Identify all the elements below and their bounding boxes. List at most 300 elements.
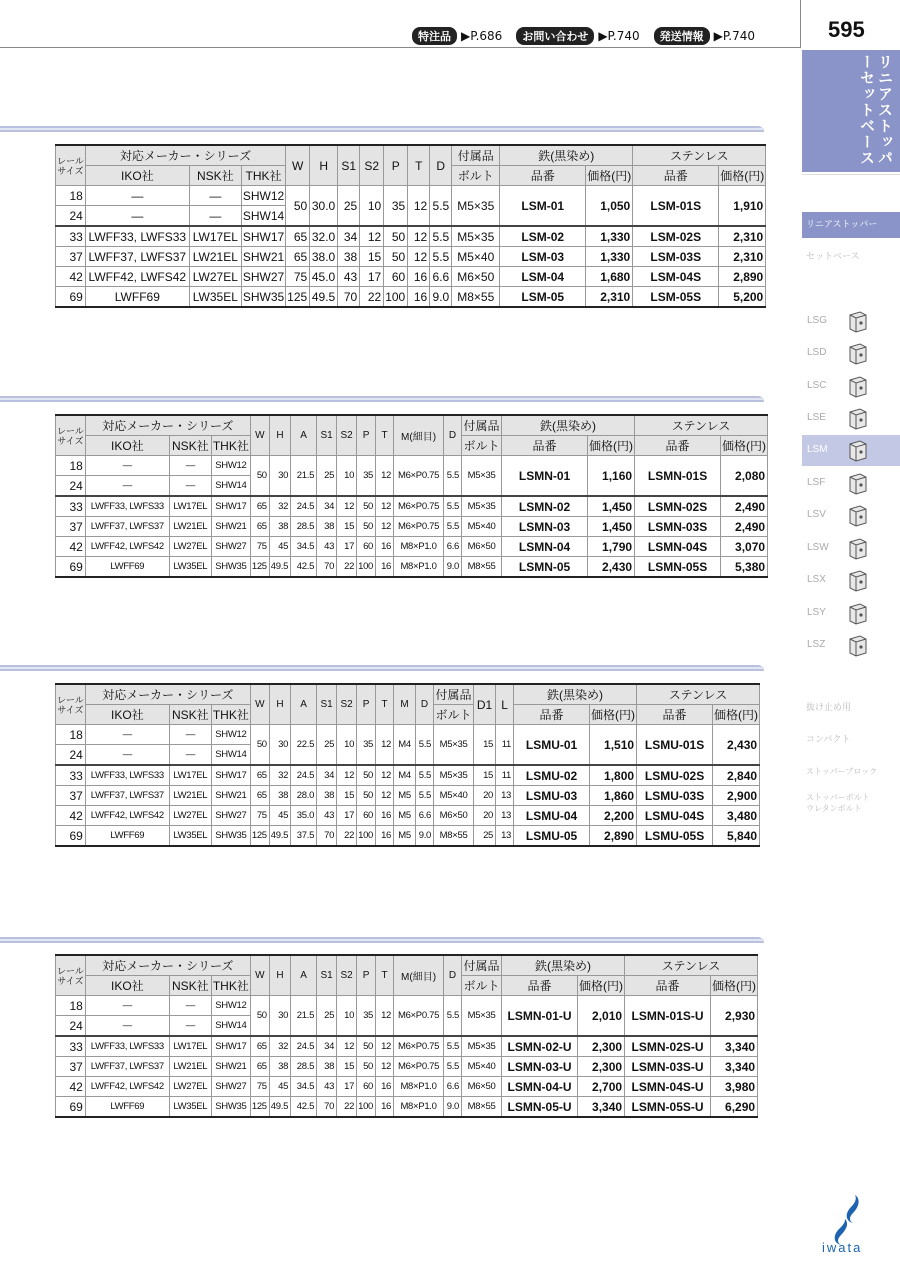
thk-cell: SHW17	[211, 1036, 250, 1057]
rail-label: レール	[57, 155, 84, 166]
section-bar-3	[0, 665, 776, 673]
section-bar-1	[0, 126, 776, 134]
stopper-part-icon	[846, 503, 868, 527]
rail-size-cell: 42	[56, 806, 86, 826]
dimension-cell: 32.0	[310, 226, 338, 247]
custom-order-page: ▶P.686	[461, 29, 503, 43]
nsk-cell: LW17EL	[189, 226, 241, 247]
price-header: 価格(円)	[588, 436, 635, 456]
thk-cell: SHW27	[211, 1077, 250, 1097]
accessory-header: 付属品	[462, 415, 502, 436]
page-number: 595	[828, 17, 865, 42]
sidebar-item-linear-stopper[interactable]: リニアストッパー	[802, 212, 900, 238]
iron-header: 鉄(黒染め)	[500, 145, 633, 166]
price-cell: 1,450	[588, 517, 635, 537]
price-cell: 1,910	[719, 186, 766, 227]
table-row	[56, 186, 766, 206]
thk-cell: SHW21	[211, 1057, 250, 1077]
dimension-cell: 125	[250, 557, 269, 578]
part-number-cell: LSMU-02	[514, 765, 590, 786]
dimension-cell: 5.5	[430, 247, 452, 267]
dimension-cell: 50	[357, 765, 376, 786]
part-number-cell: LSMN-04S-U	[625, 1077, 711, 1097]
price-cell: 3,980	[711, 1077, 758, 1097]
dimension-cell: 13	[496, 786, 514, 806]
price-cell: 2,430	[713, 725, 760, 766]
nsk-cell: LW35EL	[169, 557, 211, 578]
dimension-cell: 65	[250, 517, 269, 537]
thk-cell: SHW14	[211, 476, 250, 497]
dim-header: S1	[317, 955, 337, 996]
bolt-cell: M5×35	[462, 496, 502, 517]
price-cell: 1,790	[588, 537, 635, 557]
table-header-row	[56, 415, 768, 436]
nsk-cell: LW27EL	[189, 267, 241, 287]
table-row	[56, 537, 768, 557]
sidebar-item-compact[interactable]: コンパクト	[806, 735, 851, 745]
dimension-cell: 70	[338, 287, 360, 308]
part-number-cell: LSM-03S	[633, 247, 719, 267]
thk-header: THK社	[211, 436, 250, 456]
table-row	[56, 267, 766, 287]
dimension-cell: M6×P0.75	[394, 456, 444, 497]
iko-cell: —	[85, 1016, 169, 1037]
dimension-cell: 65	[250, 1057, 269, 1077]
dim-header: M	[394, 684, 416, 725]
maker-series-header: 対応メーカー・シリーズ	[85, 415, 250, 436]
dimension-cell: 5.5	[416, 725, 434, 766]
dimension-cell: 49.5	[269, 557, 290, 578]
dim-header: W	[250, 415, 269, 456]
sidebar-code-lsd[interactable]	[802, 338, 900, 369]
dim-header: D	[416, 684, 434, 725]
iko-cell: LWFF33, LWFS33	[85, 765, 169, 786]
table-row	[56, 287, 766, 308]
sidebar-code-lsv[interactable]	[802, 500, 900, 531]
link-shipping[interactable]	[654, 27, 755, 45]
size-label: サイズ	[57, 704, 84, 715]
stopper-part-icon	[846, 341, 868, 365]
dimension-cell: 5.5	[444, 496, 462, 517]
part-number-header: 品番	[500, 166, 586, 186]
part-number-cell: LSMN-03S	[635, 517, 721, 537]
stopper-part-icon	[846, 568, 868, 592]
part-number-cell: LSM-04S	[633, 267, 719, 287]
dimension-cell: 65	[250, 786, 269, 806]
part-number-cell: LSM-05S	[633, 287, 719, 308]
dimension-cell: 125	[250, 1097, 269, 1118]
part-number-cell: LSMN-02	[502, 496, 588, 517]
price-cell: 2,300	[578, 1057, 625, 1077]
dimension-cell: 24.5	[291, 765, 317, 786]
maker-series-header: 対応メーカー・シリーズ	[85, 145, 285, 166]
iko-cell: LWFF69	[85, 557, 169, 578]
rail-label: レール	[57, 425, 84, 436]
dimension-cell: 30	[269, 456, 290, 497]
price-header: 価格(円)	[721, 436, 768, 456]
thk-cell: SHW21	[211, 517, 250, 537]
part-number-cell: LSMU-03S	[637, 786, 713, 806]
sidebar-code-lsc[interactable]	[802, 371, 900, 402]
part-number-cell: LSM-02S	[633, 226, 719, 247]
stainless-header: ステンレス	[625, 955, 758, 976]
size-label: サイズ	[57, 165, 84, 176]
part-number-cell: LSMU-01S	[637, 725, 713, 766]
l-header: L	[496, 684, 514, 725]
sidebar-code-lsf[interactable]	[802, 468, 900, 499]
dim-header: P	[357, 415, 376, 456]
iko-cell: —	[85, 476, 169, 497]
dimension-cell: 43	[317, 537, 337, 557]
price-cell: 1,860	[590, 786, 637, 806]
dimension-cell: 50	[384, 247, 408, 267]
sidebar-code-lsx[interactable]	[802, 565, 900, 596]
dimension-cell: 30.0	[310, 186, 338, 227]
dimension-cell: 12	[376, 496, 394, 517]
dimension-cell: 25	[317, 725, 337, 766]
table-row	[56, 1057, 758, 1077]
part-number-header: 品番	[637, 705, 713, 725]
dimension-cell: 16	[408, 287, 430, 308]
dimension-cell: 12	[376, 725, 394, 766]
table-row	[56, 226, 766, 247]
iko-header: IKO社	[85, 436, 169, 456]
stopper-part-icon	[846, 309, 868, 333]
part-number-header: 品番	[635, 436, 721, 456]
dimension-cell: 10	[337, 725, 357, 766]
dimension-cell: 35	[384, 186, 408, 227]
dimension-cell: 42.5	[291, 1097, 317, 1118]
sidebar-item-retaining[interactable]: 抜け止め用	[806, 703, 852, 713]
part-number-cell: LSMN-02S-U	[625, 1036, 711, 1057]
part-number-cell: LSM-02	[500, 226, 586, 247]
dimension-cell: 20	[474, 786, 496, 806]
link-inquiry[interactable]	[516, 27, 639, 45]
table-row	[56, 826, 760, 847]
maker-series-header: 対応メーカー・シリーズ	[85, 955, 250, 976]
part-number-cell: LSMN-01S	[635, 456, 721, 497]
dimension-cell: 24.5	[291, 496, 317, 517]
price-cell: 3,070	[721, 537, 768, 557]
part-number-cell: LSMU-04	[514, 806, 590, 826]
dim-header: H	[310, 145, 338, 186]
dimension-cell: 22	[337, 557, 357, 578]
rail-size-header	[56, 684, 86, 725]
thk-cell: SHW21	[241, 247, 285, 267]
sidebar-item-set-base[interactable]: セットベース	[806, 252, 860, 262]
dimension-cell: M8×P1.0	[394, 557, 444, 578]
rail-size-cell: 24	[56, 745, 86, 766]
part-number-cell: LSMN-05S-U	[625, 1097, 711, 1118]
dimension-cell: 16	[376, 806, 394, 826]
iko-cell: LWFF33, LWFS33	[85, 226, 189, 247]
rail-size-cell: 18	[56, 725, 86, 745]
dimension-cell: 13	[496, 826, 514, 847]
price-header: 価格(円)	[586, 166, 633, 186]
dimension-cell: 15	[337, 786, 357, 806]
dim-header: D	[444, 415, 462, 456]
dimension-cell: 9.0	[430, 287, 452, 308]
dimension-cell: 100	[384, 287, 408, 308]
dimension-cell: 25	[317, 996, 337, 1037]
sidebar-code-lsm[interactable]	[802, 435, 900, 466]
dimension-cell: 60	[357, 1077, 376, 1097]
dimension-cell: 75	[286, 267, 310, 287]
part-number-cell: LSM-01	[500, 186, 586, 227]
iko-cell: LWFF42, LWFS42	[85, 267, 189, 287]
dim-header: A	[291, 684, 317, 725]
dim-header: W	[250, 684, 269, 725]
dimension-cell: 10	[337, 996, 357, 1037]
iron-header: 鉄(黒染め)	[514, 684, 637, 705]
dim-header: P	[384, 145, 408, 186]
bolt-cell: M8×55	[462, 1097, 502, 1118]
dimension-cell: M8×P1.0	[394, 537, 444, 557]
price-header: 価格(円)	[590, 705, 637, 725]
dimension-cell: M6×P0.75	[394, 496, 444, 517]
custom-order-badge: 特注品	[412, 27, 457, 45]
thk-cell: SHW14	[211, 745, 250, 766]
dimension-cell: 21.5	[291, 456, 317, 497]
table-row	[56, 725, 760, 745]
price-cell: 2,840	[713, 765, 760, 786]
price-cell: 2,080	[721, 456, 768, 497]
price-cell: 2,700	[578, 1077, 625, 1097]
dimension-cell: 35.0	[291, 806, 317, 826]
sidebar-code-lsy[interactable]	[802, 598, 900, 629]
dim-header: H	[269, 955, 290, 996]
dimension-cell: 13	[496, 806, 514, 826]
iko-cell: —	[85, 996, 169, 1016]
nsk-cell: —	[169, 996, 211, 1016]
nsk-cell: LW35EL	[169, 826, 211, 847]
reference-links	[412, 27, 755, 45]
stainless-header: ステンレス	[633, 145, 766, 166]
dim-header: A	[291, 415, 317, 456]
bolt-cell: M5×40	[462, 517, 502, 537]
dimension-cell: 12	[337, 1036, 357, 1057]
rail-size-cell: 42	[56, 267, 86, 287]
dimension-cell: 70	[317, 1097, 337, 1118]
nsk-cell: —	[169, 476, 211, 497]
price-cell: 6,290	[711, 1097, 758, 1118]
sidebar-code-lsw[interactable]	[802, 533, 900, 564]
thk-cell: SHW12	[211, 725, 250, 745]
dimension-cell: 43	[317, 1077, 337, 1097]
bolt-header: ボルト	[462, 436, 502, 456]
dimension-cell: 12	[337, 496, 357, 517]
price-cell: 1,160	[588, 456, 635, 497]
price-cell: 1,450	[588, 496, 635, 517]
sidebar-code-lsg[interactable]	[802, 306, 900, 337]
dimension-cell: 38	[269, 786, 290, 806]
part-number-cell: LSMN-03	[502, 517, 588, 537]
rail-size-cell: 42	[56, 1077, 86, 1097]
part-number-cell: LSMN-02-U	[502, 1036, 578, 1057]
price-cell: 2,310	[586, 287, 633, 308]
part-number-cell: LSMN-01S-U	[625, 996, 711, 1037]
dimension-cell: 12	[376, 517, 394, 537]
dimension-cell: 16	[408, 267, 430, 287]
iko-cell: LWFF33, LWFS33	[85, 1036, 169, 1057]
part-number-cell: LSM-04	[500, 267, 586, 287]
price-cell: 5,840	[713, 826, 760, 847]
dimension-cell: 35	[357, 456, 376, 497]
dimension-cell: 50	[250, 456, 269, 497]
bolt-cell: M5×40	[434, 786, 474, 806]
dimension-cell: 25	[317, 456, 337, 497]
dim-header: P	[357, 684, 376, 725]
dimension-cell: 50	[286, 186, 310, 227]
price-cell: 3,340	[578, 1097, 625, 1118]
sidebar-item-stopper-block[interactable]: ストッパーブロック	[806, 767, 878, 776]
rail-size-cell: 18	[56, 186, 86, 206]
dimension-cell: 12	[376, 456, 394, 497]
dimension-cell: 5.5	[430, 186, 452, 227]
dimension-cell: 45	[269, 1077, 290, 1097]
dimension-cell: 16	[376, 1077, 394, 1097]
rail-size-cell: 69	[56, 557, 86, 578]
bolt-cell: M8×55	[462, 557, 502, 578]
dimension-cell: 45.0	[310, 267, 338, 287]
dimension-cell: 11	[496, 765, 514, 786]
sidebar-code-lsz[interactable]	[802, 630, 900, 661]
dimension-cell: 65	[250, 1036, 269, 1057]
thk-cell: SHW17	[211, 496, 250, 517]
rail-size-cell: 24	[56, 206, 86, 227]
nsk-cell: LW35EL	[189, 287, 241, 308]
table-header-row	[56, 145, 766, 166]
dimension-cell: M6×P0.75	[394, 517, 444, 537]
rail-size-cell: 37	[56, 786, 86, 806]
nsk-cell: LW27EL	[169, 1077, 211, 1097]
dimension-cell: 28.5	[291, 1057, 317, 1077]
price-cell: 2,490	[721, 517, 768, 537]
table-row	[56, 557, 768, 578]
dim-header: S1	[338, 145, 360, 186]
dimension-cell: 50	[384, 226, 408, 247]
dimension-cell: 70	[317, 826, 337, 847]
price-cell: 2,310	[719, 247, 766, 267]
dimension-cell: 25	[474, 826, 496, 847]
iko-cell: LWFF42, LWFS42	[85, 1077, 169, 1097]
dimension-cell: 6.6	[444, 537, 462, 557]
dimension-cell: 6.6	[444, 1077, 462, 1097]
part-number-cell: LSMN-01	[502, 456, 588, 497]
rail-size-cell: 33	[56, 765, 86, 786]
sidebar-code-lse[interactable]	[802, 403, 900, 434]
dimension-cell: 43	[338, 267, 360, 287]
sidebar-code-label: LSZ	[807, 639, 826, 650]
part-number-cell: LSMU-01	[514, 725, 590, 766]
sidebar-code-label: LSV	[807, 509, 826, 520]
dim-header: T	[408, 145, 430, 186]
dim-header: T	[376, 955, 394, 996]
price-cell: 2,430	[588, 557, 635, 578]
part-number-cell: LSMN-03S-U	[625, 1057, 711, 1077]
rail-size-cell: 42	[56, 537, 86, 557]
rail-size-header	[56, 415, 86, 456]
sidebar-divider	[802, 174, 900, 175]
iko-cell: LWFF69	[85, 826, 169, 847]
thk-cell: SHW27	[211, 806, 250, 826]
thk-cell: SHW21	[211, 786, 250, 806]
sidebar-item-stopper-bolt[interactable]: ストッパーボルト ウレタンボルト	[806, 793, 870, 813]
price-cell: 2,010	[578, 996, 625, 1037]
dim-header: S1	[317, 415, 337, 456]
dim-header: S2	[337, 955, 357, 996]
nsk-cell: LW21EL	[169, 786, 211, 806]
sidebar-code-label: LSE	[807, 412, 826, 423]
price-cell: 2,900	[713, 786, 760, 806]
dimension-cell: 32	[269, 1036, 290, 1057]
dimension-cell: 45	[269, 537, 290, 557]
nsk-header: NSK社	[169, 705, 211, 725]
dimension-cell: 50	[357, 496, 376, 517]
dim-header: M(細目)	[394, 955, 444, 996]
dimension-cell: 22	[337, 1097, 357, 1118]
sidebar-category[interactable]	[802, 50, 900, 172]
part-number-cell: LSM-01S	[633, 186, 719, 227]
dim-header: S1	[317, 684, 337, 725]
sidebar-code-label: LSM	[807, 444, 828, 455]
part-number-cell: LSMU-05S	[637, 826, 713, 847]
dim-header: H	[269, 684, 290, 725]
dimension-cell: 12	[376, 765, 394, 786]
thk-cell: SHW27	[241, 267, 285, 287]
rail-size-cell: 33	[56, 1036, 86, 1057]
nsk-cell: LW21EL	[189, 247, 241, 267]
link-custom-order[interactable]	[412, 27, 502, 45]
spec-table-4	[55, 954, 758, 1118]
bolt-cell: M8×55	[452, 287, 500, 308]
part-number-cell: LSMN-04	[502, 537, 588, 557]
table-row	[56, 1097, 758, 1118]
stopper-part-icon	[846, 406, 868, 430]
nsk-cell: LW21EL	[169, 1057, 211, 1077]
dimension-cell: 21.5	[291, 996, 317, 1037]
dimension-cell: 5.5	[416, 786, 434, 806]
stainless-header: ステンレス	[635, 415, 768, 436]
dimension-cell: 34	[317, 1036, 337, 1057]
price-cell: 1,330	[586, 226, 633, 247]
thk-cell: SHW14	[241, 206, 285, 227]
part-number-header: 品番	[502, 976, 578, 996]
price-header: 価格(円)	[711, 976, 758, 996]
nsk-cell: —	[169, 725, 211, 745]
table-header-row	[56, 955, 758, 976]
table-row	[56, 1077, 758, 1097]
nsk-cell: LW17EL	[169, 1036, 211, 1057]
logo-wordmark: iwata	[822, 1240, 863, 1255]
dim-header: W	[250, 955, 269, 996]
table-row	[56, 247, 766, 267]
dimension-cell: 15	[337, 517, 357, 537]
spec-table-3	[55, 683, 760, 847]
dimension-cell: 43	[317, 806, 337, 826]
dimension-cell: 45	[269, 806, 290, 826]
part-number-cell: LSMN-05S	[635, 557, 721, 578]
iko-cell: LWFF33, LWFS33	[85, 496, 169, 517]
nsk-cell: —	[169, 745, 211, 766]
dim-header: S2	[337, 415, 357, 456]
dimension-cell: 42.5	[291, 557, 317, 578]
stopper-part-icon	[846, 438, 868, 462]
bolt-header: ボルト	[434, 705, 474, 725]
dimension-cell: 16	[376, 537, 394, 557]
section-bar-4	[0, 937, 776, 945]
stopper-part-icon	[846, 471, 868, 495]
